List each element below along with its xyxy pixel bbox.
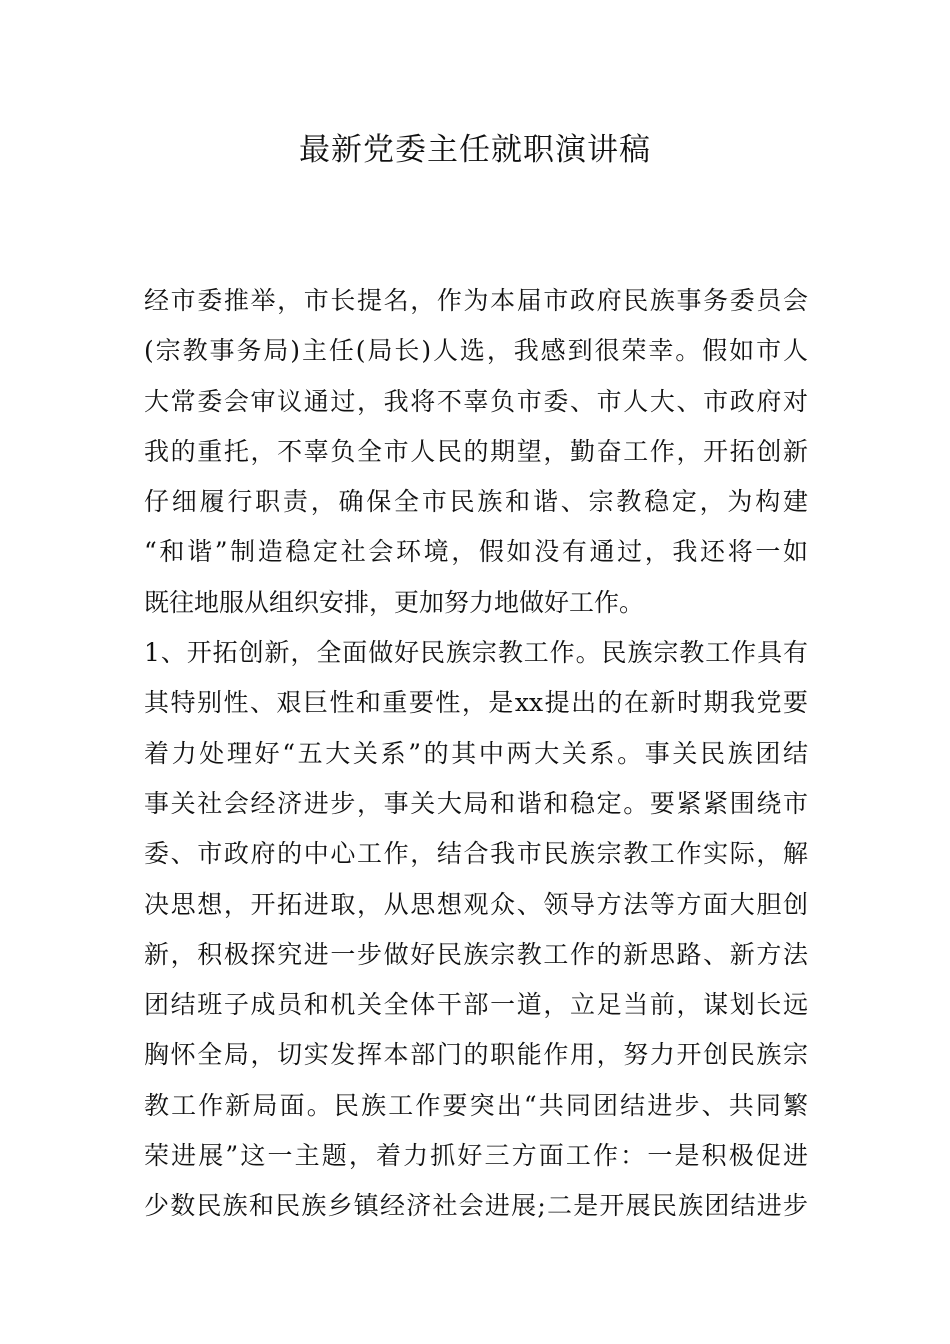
body-line: 1、开拓创新，全面做好民族宗教工作。民族宗教工作具有 (144, 638, 808, 668)
document-body (144, 276, 808, 1232)
body-line: 决思想，开拓进取，从思想观众、领导方法等方面大胆创 (144, 889, 808, 919)
body-line: 团结班子成员和机关全体干部一道，立足当前，谋划长远 (144, 990, 808, 1020)
body-line: 经市委推举，市长提名，作为本届市政府民族事务委员会 (144, 286, 808, 315)
body-line: 仔细履行职责，确保全市民族和谐、宗教稳定，为构建 (144, 487, 808, 517)
body-line: 着力处理好“五大关系”的其中两大关系。事关民族团结 (144, 738, 808, 768)
body-line: (宗教事务局)主任(局长)人选，我感到很荣幸。假如市人 (144, 336, 808, 366)
body-line: 新，积极探究进一步做好民族宗教工作的新思路、新方法 (144, 939, 808, 969)
body-line: 胸怀全局，切实发挥本部门的职能作用，努力开创民族宗 (144, 1040, 808, 1070)
body-line: 大常委会审议通过，我将不辜负市委、市人大、市政府对 (144, 386, 808, 416)
body-line: 教工作新局面。民族工作要突出“共同团结进步、共同繁 (144, 1090, 808, 1120)
body-line: 其特别性、艰巨性和重要性，是xx提出的在新时期我党要 (144, 688, 808, 718)
body-line: 我的重托，不辜负全市人民的期望，勤奋工作，开拓创新 (144, 436, 808, 466)
body-line: 荣进展”这一主题，着力抓好三方面工作：一是积极促进 (144, 1141, 808, 1171)
body-line: 既往地服从组织安排，更加努力地做好工作。 (144, 587, 645, 617)
body-line: 委、市政府的中心工作，结合我市民族宗教工作实际，解 (144, 839, 808, 869)
document-title: 最新党委主任就职演讲稿 (299, 132, 651, 168)
body-line: 少数民族和民族乡镇经济社会进展;二是开展民族团结进步 (144, 1191, 808, 1221)
body-line: “和谐”制造稳定社会环境，假如没有通过，我还将一如 (144, 537, 808, 567)
body-line: 事关社会经济进步，事关大局和谐和稳定。要紧紧围绕市 (144, 788, 808, 818)
